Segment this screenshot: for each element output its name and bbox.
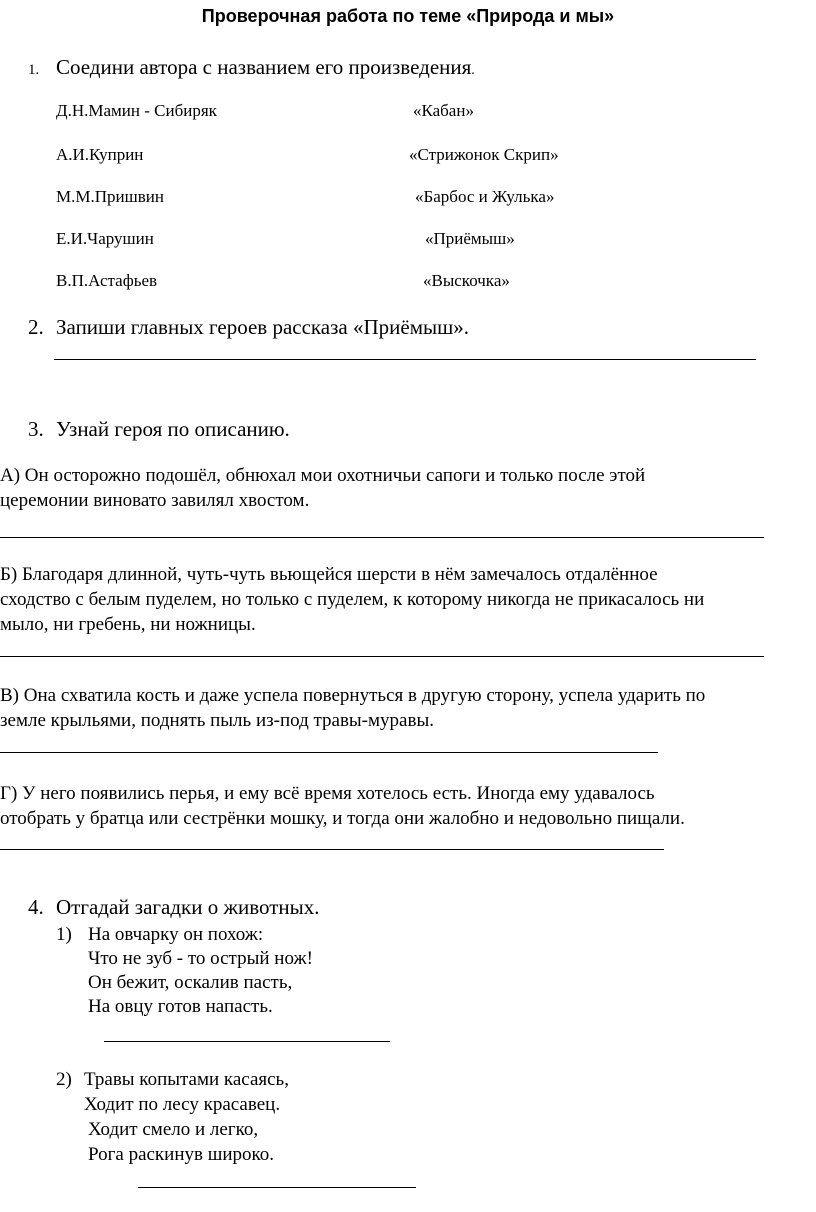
riddle-1-line-1: На овчарку он похож:	[88, 924, 264, 945]
q1-author-2: А.И.Куприн	[56, 145, 144, 164]
q1-work-1: «Кабан»	[413, 101, 474, 120]
riddle-2-line-1: Травы копытами касаясь,	[84, 1069, 289, 1090]
riddle-2-answer-line[interactable]	[138, 1187, 416, 1188]
q3-number: 3.	[28, 417, 44, 441]
q1-text-dot: .	[471, 63, 475, 78]
q3-b-line-3: мыло, ни гребень, ни ножницы.	[0, 614, 256, 635]
q3-c-answer-line[interactable]	[0, 752, 658, 753]
riddle-2-line-4: Рога раскинув широко.	[88, 1144, 275, 1165]
q3-b-line-2: сходство с белым пуделем, но только с пуделем, к которому никогда не прикасалось ни	[0, 589, 705, 610]
q3-a-line-2: церемонии виновато завилял хвостом.	[0, 490, 310, 511]
q3-d-line-1: Г) У него появились перья, и ему всё время хотелось есть. Иногда ему удавалось	[0, 783, 655, 804]
riddle-2-number: 2)	[56, 1069, 72, 1090]
q1-number: 1.	[28, 62, 40, 78]
q4-text: Отгадай загадки о животных.	[56, 895, 320, 919]
riddle-1-number: 1)	[56, 924, 72, 945]
riddle-2-line-3: Ходит смело и легко,	[88, 1119, 259, 1140]
riddle-2-line-2: Ходит по лесу красавец.	[84, 1094, 281, 1115]
q1-work-3: «Барбос и Жулька»	[415, 187, 555, 206]
riddle-1-answer-line[interactable]	[104, 1041, 390, 1042]
q3-a-line-1: А) Он осторожно подошёл, обнюхал мои охотничьи сапоги и только после этой	[0, 465, 646, 486]
q3-b-line-1: Б) Благодаря длинной, чуть-чуть вьющейся шерсти в нём замечалось отдалённое	[0, 564, 658, 585]
q1-text-main: Соедини автора с названием его произведения	[56, 55, 472, 79]
q3-a-answer-line[interactable]	[0, 537, 764, 538]
q3-text: Узнай героя по описанию.	[56, 417, 290, 441]
riddle-1-line-2: Что не зуб - то острый нож!	[88, 948, 313, 969]
q2-text: Запиши главных героев рассказа «Приёмыш».	[56, 315, 470, 339]
q1-author-4: Е.И.Чарушин	[56, 229, 154, 248]
q1-author-3: М.М.Пришвин	[56, 187, 164, 206]
q1-author-5: В.П.Астафьев	[56, 271, 158, 290]
page-title: Проверочная работа по теме «Природа и мы»	[201, 6, 615, 26]
q1-author-1: Д.Н.Мамин - Сибиряк	[56, 101, 217, 120]
q3-c-line-1: В) Она схватила кость и даже успела повернуться в другую сторону, успела ударить по	[0, 685, 706, 706]
q4-number: 4.	[28, 895, 44, 919]
q1-text	[56, 55, 475, 80]
q3-d-line-2: отобрать у братца или сестрёнки мошку, и тогда они жалобно и недовольно пищали.	[0, 808, 685, 829]
q1-work-4: «Приёмыш»	[425, 229, 515, 248]
riddle-1-line-4: На овцу готов напасть.	[88, 996, 273, 1017]
q3-d-answer-line[interactable]	[0, 849, 664, 850]
riddle-1-line-3: Он бежит, оскалив пасть,	[88, 972, 293, 993]
q1-work-2: «Стрижонок Скрип»	[409, 145, 559, 164]
q3-b-answer-line[interactable]	[0, 656, 764, 657]
q2-answer-line[interactable]	[54, 359, 756, 360]
q2-number: 2.	[28, 315, 44, 339]
q3-c-line-2: земле крыльями, поднять пыль из-под травы-муравы.	[0, 710, 434, 731]
q1-work-5: «Выскочка»	[423, 271, 510, 290]
